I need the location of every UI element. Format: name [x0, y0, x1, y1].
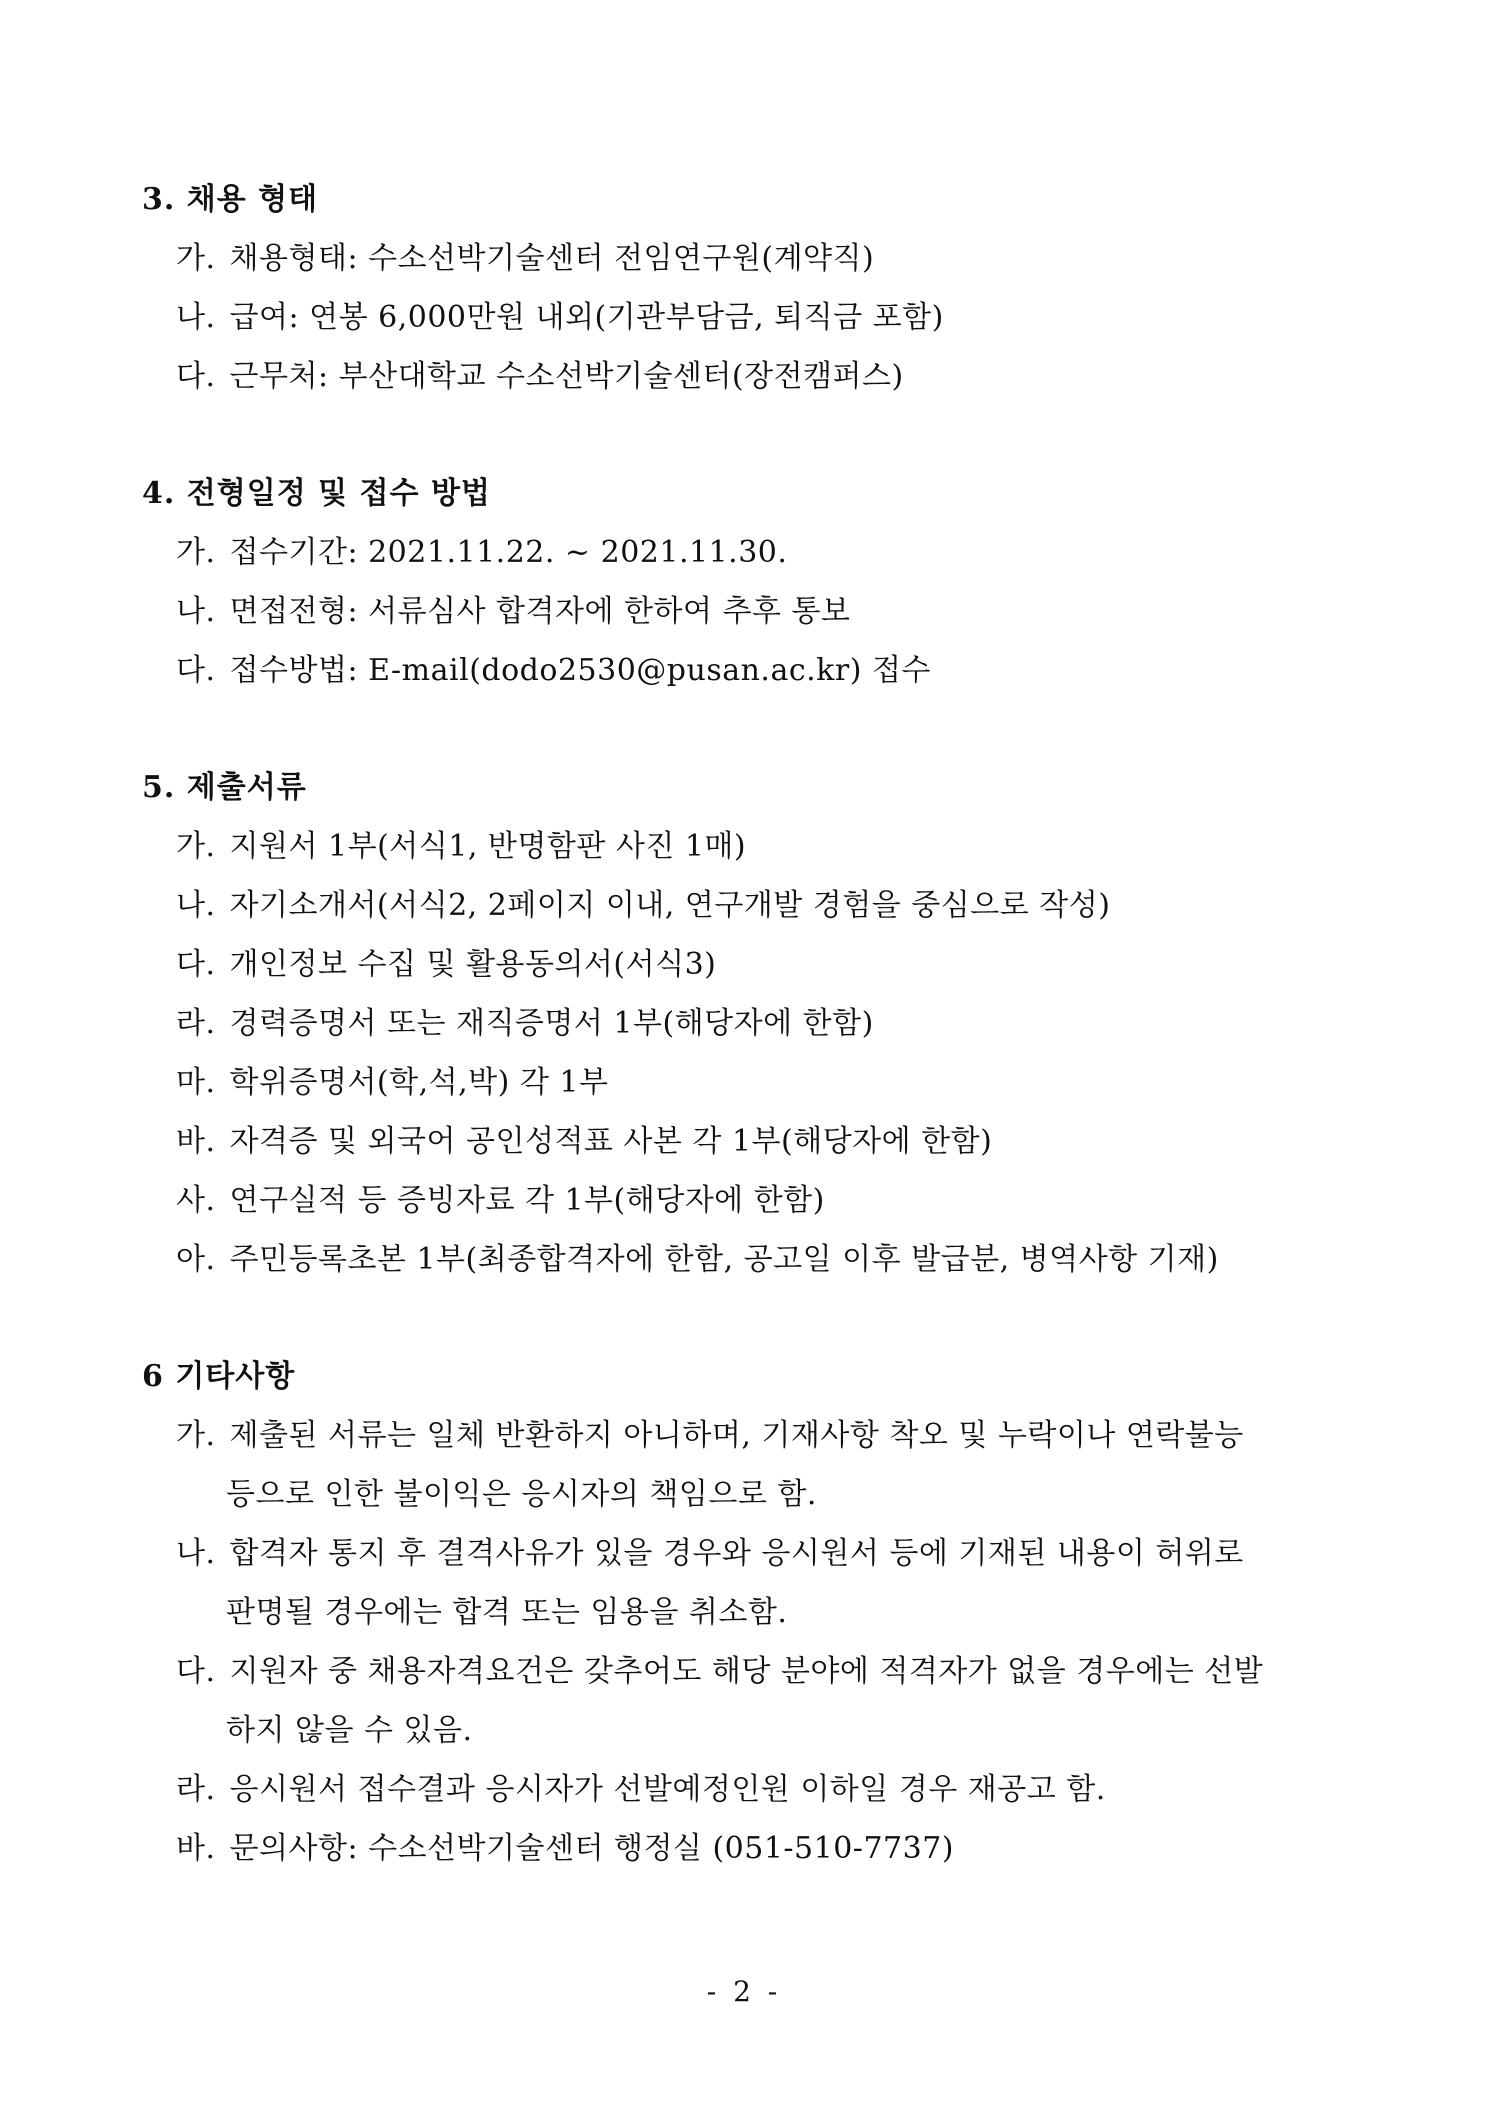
item-text: 연구실적 등 증빙자료 각 1부(해당자에 한함) [229, 1183, 825, 1218]
item-text: 채용형태: 수소선박기술센터 전임연구원(계약직) [229, 241, 875, 276]
list-item [176, 1057, 608, 1101]
item-text: 접수기간: 2021.11.22. ~ 2021.11.30. [229, 535, 788, 570]
section-heading: 6 기타사항 [142, 1359, 296, 1394]
item-mark: 가. [176, 1418, 216, 1453]
item-continuation: 등으로 인한 불이익은 응시자의 책임으로 함. [226, 1477, 817, 1512]
section-heading: 4. 전형일정 및 접수 방법 [142, 476, 491, 511]
section-heading: 5. 제출서류 [142, 770, 307, 805]
item-text: 자격증 및 외국어 공인성적표 사본 각 1부(해당자에 한함) [229, 1124, 993, 1159]
item-text: 지원서 1부(서식1, 반명함판 사진 1매) [229, 829, 747, 864]
item-mark: 아. [176, 1242, 216, 1277]
list-item [176, 1234, 1219, 1278]
list-item [176, 1646, 1263, 1690]
item-mark: 가. [176, 829, 216, 864]
item-text: 급여: 연봉 6,000만원 내외(기관부담금, 퇴직금 포함) [229, 300, 944, 335]
list-item [176, 1823, 954, 1867]
list-item [176, 645, 931, 689]
item-mark: 바. [176, 1831, 216, 1866]
list-item [176, 233, 874, 277]
item-text: 근무처: 부산대학교 수소선박기술센터(장전캠퍼스) [229, 359, 904, 394]
list-item [176, 527, 787, 571]
item-continuation: 판명될 경우에는 합격 또는 임용을 취소함. [226, 1595, 788, 1630]
item-text: 접수방법: E-mail(dodo2530@pusan.ac.kr) 접수 [229, 653, 931, 688]
list-item [176, 1175, 825, 1219]
item-mark: 가. [176, 535, 216, 570]
item-mark: 사. [176, 1183, 216, 1218]
item-text: 경력증명서 또는 재직증명서 1부(해당자에 한함) [229, 1006, 874, 1041]
list-item [176, 1764, 1106, 1808]
item-text: 합격자 통지 후 결격사유가 있을 경우와 응시원서 등에 기재된 내용이 허위로 [229, 1536, 1244, 1571]
item-mark: 나. [176, 1536, 216, 1571]
item-text: 제출된 서류는 일체 반환하지 아니하며, 기재사항 착오 및 누락이나 연락불능 [229, 1418, 1244, 1453]
list-item [176, 1410, 1244, 1454]
item-continuation: 하지 않을 수 있음. [226, 1713, 473, 1748]
item-mark: 다. [176, 1654, 216, 1689]
item-text: 응시원서 접수결과 응시자가 선발예정인원 이하일 경우 재공고 함. [229, 1772, 1106, 1807]
item-mark: 가. [176, 241, 216, 276]
item-mark: 나. [176, 300, 216, 335]
item-text: 개인정보 수집 및 활용동의서(서식3) [229, 947, 717, 982]
item-text: 문의사항: 수소선박기술센터 행정실 (051-510-7737) [229, 1831, 954, 1866]
list-item [176, 351, 904, 395]
item-mark: 마. [176, 1065, 216, 1100]
item-text: 면접전형: 서류심사 합격자에 한하여 추후 통보 [229, 594, 851, 629]
item-mark: 나. [176, 594, 216, 629]
list-item [176, 1528, 1244, 1572]
item-mark: 바. [176, 1124, 216, 1159]
item-text: 학위증명서(학,석,박) 각 1부 [229, 1065, 609, 1100]
item-text: 주민등록초본 1부(최종합격자에 한함, 공고일 이후 발급분, 병역사항 기재) [229, 1242, 1219, 1277]
list-item [176, 586, 850, 630]
page-number: - 2 - [706, 1975, 782, 2008]
item-text: 자기소개서(서식2, 2페이지 이내, 연구개발 경험을 중심으로 작성) [229, 888, 1111, 923]
item-mark: 다. [176, 947, 216, 982]
item-text: 지원자 중 채용자격요건은 갖추어도 해당 분야에 적격자가 없을 경우에는 선발 [229, 1654, 1264, 1689]
list-item [176, 1116, 992, 1160]
item-mark: 다. [176, 359, 216, 394]
list-item [176, 998, 874, 1042]
list-item [176, 292, 944, 336]
list-item [176, 880, 1110, 924]
section-heading: 3. 채용 형태 [142, 182, 319, 217]
list-item [176, 821, 746, 865]
item-mark: 라. [176, 1006, 216, 1041]
item-mark: 다. [176, 653, 216, 688]
item-mark: 나. [176, 888, 216, 923]
list-item [176, 939, 716, 983]
item-mark: 라. [176, 1772, 216, 1807]
